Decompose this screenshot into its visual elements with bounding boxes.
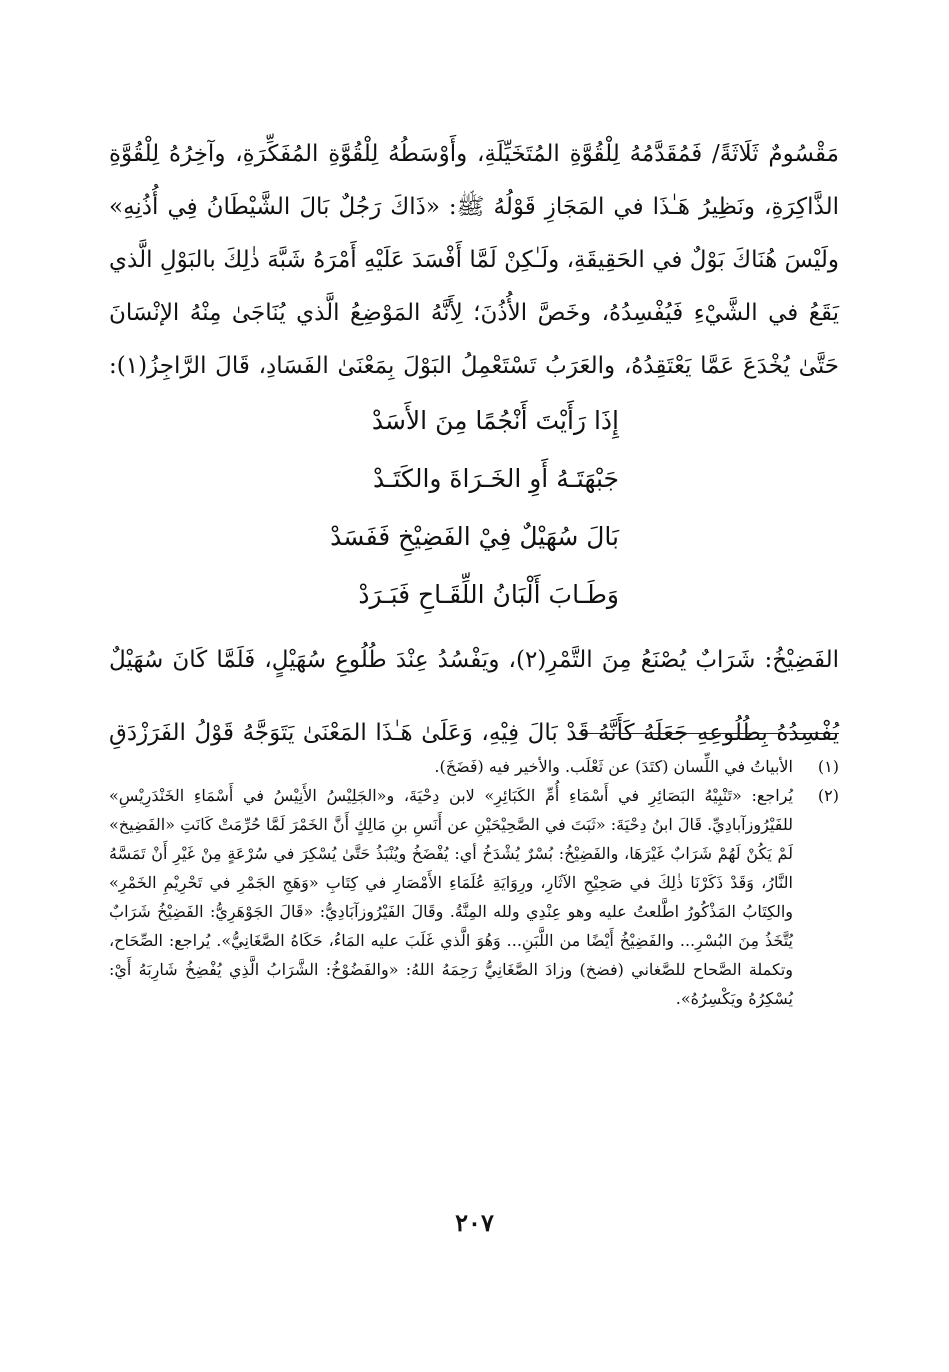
footnote-text: الأبياتُ في اللِّسان (كتَدَ) عن ثَعْلَب. والأخير فيه (فَضَخَ). bbox=[434, 757, 793, 776]
footnote-separator bbox=[579, 733, 839, 734]
text-line: حَتَّىٰ يُخْدَعَ عَمَّا يَعْتَقِدُهُ، والعَرَبُ تَسْتَعْمِلُ البَوْلَ بِمَعْنَىٰ الفَسَادِ، قَالَ الرَّاجِزُ(١): bbox=[109, 353, 839, 379]
footnote bbox=[109, 781, 839, 1013]
footnote bbox=[109, 752, 839, 781]
poem-verse: إِذَا رَأَيْتَ أَنْجُمًا مِنَ الأَسَدْ bbox=[371, 406, 619, 435]
text-line: يُفْسِدُهُ بِطُلُوعِهِ جَعَلَهُ كَأَنَّهُ قَدْ بَالَ فِيْهِ، وَعَلَىٰ هَـٰذَا المَعْنَىٰ يَتَوَجَّهُ قَوْلُ الفَرَزْدَقِ bbox=[109, 720, 839, 746]
footnote-number: (٢) bbox=[817, 786, 839, 805]
main-text bbox=[109, 128, 839, 393]
poem-verse: جَبْهَتَـهُ أَوِ الخَـرَاةَ والكَتَـدْ bbox=[373, 464, 619, 493]
text-line: الفَضِيْخُ: شَرَابٌ يُصْنَعُ مِنَ التَّمْرِ(٢)، ويَفْسُدُ عِنْدَ طُلُوعِ سُهَيْلٍ، فَلَمَّا كَانَ سُهَيْلٌ bbox=[109, 647, 840, 673]
footnote-number: (١) bbox=[817, 757, 839, 776]
text-line: ولَيْسَ هُنَاكَ بَوْلٌ في الحَقِيقَةِ، ولَـٰكِنْ لَمَّا أَفْسَدَ عَلَيْهِ أَمْرَهُ شَبَّهَ ذٰلِكَ بالبَوْلِ الَّذي bbox=[109, 247, 839, 273]
text-line: الذَّاكِرَةِ، ونَظِيرُ هَـٰذَا في المَجَازِ قَوْلُهُ ﷺ: «ذَاكَ رَجُلٌ بَالَ الشَّيْطَانُ فِي أُذُنِهِ» bbox=[109, 194, 839, 220]
poem-verse: وَطَـابَ أَلْبَانُ اللِّقَـاحِ فَبَـرَدْ bbox=[358, 580, 619, 609]
text-line: يَقَعُ في الشَّيْءِ فَيُفْسِدُهُ، وخَصَّ الأُذُنَ؛ لِأَنَّهُ المَوْضِعُ الَّذي يُنَاجَىٰ مِنْهُ الإنْسَانَ bbox=[109, 300, 839, 326]
footnote-text: يُراجع: «تَنْبِيْهُ البَصَائِرِ في أَسْمَاءِ أُمِّ الكَبَائِرِ» لابن دِحْيَةَ، و«الجَلِيْسُ الأَنِيْسُ في أَسْمَاءِ الخَنْدَرِيْسِ» للفَيْرُوزآبادِيِّ. قَالَ ابنُ دِحْيَةَ: «ثَبَتَ في الصَّحِيْحَيْنِ عن أَنَسِ بنِ مَالِكٍ أَنَّ الخَمْرَ لَمَّا حُرِّمَتْ كَانَتِ «الفَضِيخ» لَمْ يَكُنْ لَهُمْ شَرَابٌ غَيْرَهَا، والفَضِيْخُ: بُسْرٌ يُشْدَخُ أي: يُفْضَخُ ويُنْبَذُ حَتَّىٰ يُسْكِرَ في سُرْعَةٍ مِنْ غَيْرِ أَنْ تَمَسَّهُ النَّارُ، وَقَدْ ذَكَرْنَا ذٰلِكَ في صَحِيْحِ الآثَارِ، ورِوَايَةِ عُلَمَاءِ الأَمْصَارِ في كِتَابِ «وَهَجِ الجَمْرِ في تَحْرِيْمِ الخَمْرِ» والكِتَابُ المَذْكُورُ اطَّلعتُ عليه وهو عِنْدِي ولله المِنَّةُ. وقَالَ الفَيْرُوزآبَادِيُّ: «قَالَ الجَوْهَرِيُّ: الفَضِيْخُ شَرَابٌ يُتَّخَذُ مِنَ البُسْرِ... والفَضِيْخُ أَيْضًا من اللَّبَنِ... وَهُوَ الَّذي غَلَبَ عليه المَاءُ، حَكَاهُ الصَّغَانِيُّ». يُراجع: الصِّحَاح، وتكملة الصَّحاح للصَّغاني (فضخ) وزادَ الصَّغَانِيُّ رَحِمَهُ اللهُ: «والفَضُوْخُ: الشَّرَابُ الَّذِي يُفْضِخُ شَارِبَهُ أَيْ: يُسْكِرُهُ ويَكْسِرُهُ». bbox=[109, 786, 794, 1008]
page-number: ٢٠٧ bbox=[455, 1208, 494, 1237]
text-line: مَقْسُومٌ ثَلَاثَةً/ فَمُقَدَّمُهُ لِلْقُوَّةِ المُتَخَيِّلَةِ، وأَوْسَطُهُ لِلْقُوَّةِ المُفَكِّرَةِ، وآخِرُهُ لِلْقُوَّةِ bbox=[109, 141, 839, 167]
poem bbox=[329, 392, 619, 624]
poem-verse: بَالَ سُهَيْلٌ فِيْ الفَضِيْخِ فَفَسَدْ bbox=[330, 522, 619, 551]
footnotes bbox=[109, 752, 839, 1013]
